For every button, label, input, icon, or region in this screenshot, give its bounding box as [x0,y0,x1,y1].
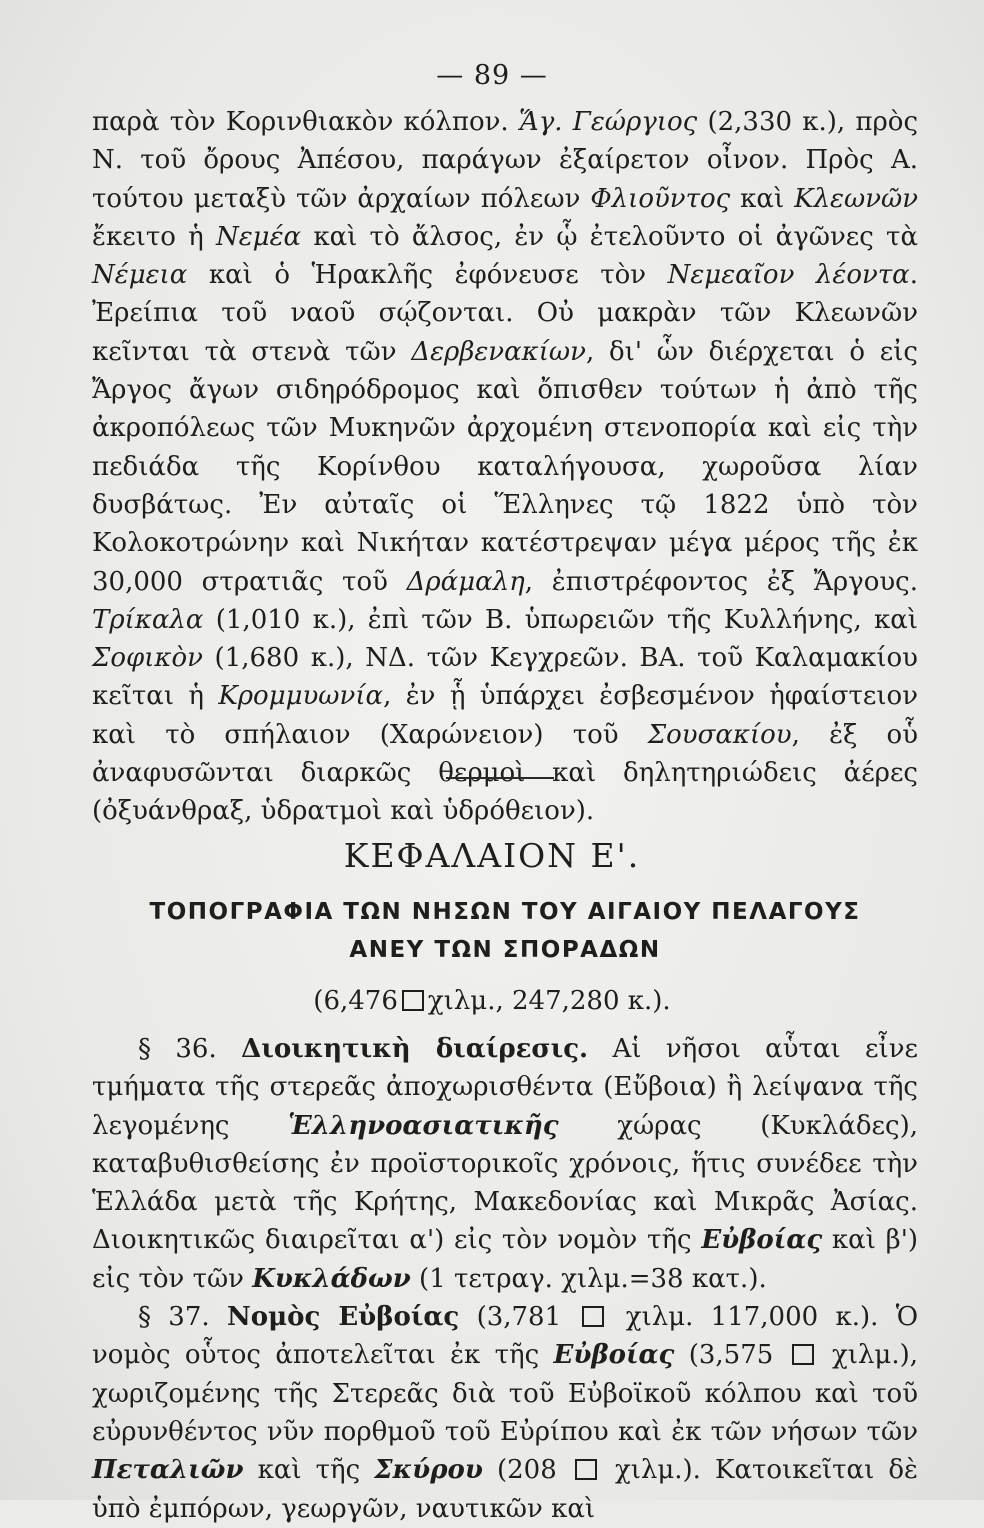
text-run: καὶ [730,183,795,214]
place-name: Νεμεαῖον λέοντα [667,260,910,291]
text-run: (1,010 κ.), ἐπὶ τῶν Β. ὑπωρειῶν τῆς Κυλλήνης, καὶ [203,604,918,635]
text-run: ἔκειτο ἡ [92,221,216,252]
paragraph-text [92,103,918,831]
text-run: (1 τετραγ. χιλμ.=38 κατ.). [410,1263,767,1294]
place-name: Σκύρου [374,1455,483,1486]
place-name: Κρομμυωνία [218,681,384,712]
place-name: Ἅγ. Γεώργιος [518,107,698,137]
chapter-heading [120,893,890,969]
section-37 [92,1298,918,1528]
place-name: Ἑλληνοασιατικῆς [288,1110,559,1141]
text-run: παρὰ τὸν Κορινθιακὸν κόλπον. [92,107,519,137]
text-run: . Ἐρείπια τοῦ ναοῦ σῴζονται. Οὐ μακρὰν τῶν Κλεωνῶν κεῖνται τὰ στενὰ τῶν [92,260,918,367]
text-run: , ἐπιστρέφοντος ἐξ Ἄργους. [524,566,918,597]
chapter-area-line [0,986,984,1016]
section-title: Διοικητικὴ διαίρεσις. [241,1034,589,1064]
place-name: Τρίκαλα [92,604,204,635]
section-divider [446,777,554,779]
section-36 [92,1030,918,1298]
section-title: Νομὸς Εὐβοίας [226,1302,460,1333]
text-run: (3,781 [459,1302,562,1333]
place-name: Εὐβοίας [701,1225,823,1256]
person-name: Δράμαλη [406,566,525,597]
sections-body [92,1030,918,1528]
square-symbol-icon [792,1344,814,1365]
square-symbol-icon [575,1459,597,1480]
text-run: χιλμ.), χωριζομένης τῆς Στερεᾶς διὰ τοῦ Εὐβοϊκοῦ κόλπου καὶ τοῦ εὐρυνθέντος νῦν πορθμοῦ τοῦ Εὐρίπου καὶ ἐκ τῶν νήσων τῶν [92,1340,918,1447]
place-name: Κλεωνῶν [794,183,919,214]
text-run: Αἱ νῆσοι αὗται εἶνε τμήματα τῆς στερεᾶς ἀποχωρισθέντα (Εὔβοια) ἢ λείψανα τῆς λεγομένης [92,1034,918,1141]
paragraph-korinthia [92,103,918,831]
place-name: Πεταλιῶν [92,1455,244,1486]
text-run: χιλμ. 117,000 κ.). Ὁ νομὸς οὗτος ἀποτελεῖται ἐκ τῆς [92,1302,919,1371]
place-name: Εὐβοίας [553,1340,675,1371]
text-run: , δι' ὧν διέρχεται ὁ εἰς Ἄργος ἄγων σιδηρόδρομος καὶ ὄπισθεν τούτων ἡ ἀπὸ τῆς ἀκροπόλεως τῶν Μυκηνῶν ἀρχομένη στενοπορία καὶ εἰς τὴν πεδιάδα τῆς Κορίνθου καταλήγουσα, χωροῦσα λίαν δυσβάτως. Ἐν αὐταῖς οἱ Ἕλληνες τῷ 1822 ὑπὸ τὸν Κολοκοτρώνην καὶ Νικήταν κατέστρεψαν μέγα μέρος τῆς ἐκ 30,000 στρατιᾶς τοῦ [92,336,918,597]
text-run: καὶ τὸ ἄλσος, ἐν ᾧ ἐτελοῦντο οἱ ἀγῶνες τὰ [301,221,919,252]
section-number: § 36. [138,1034,217,1064]
text-run: καὶ ὁ Ἡρακλῆς ἐφόνευσε τὸν [187,260,668,291]
square-symbol-icon [402,990,424,1011]
place-name: Κυκλάδων [252,1263,411,1294]
page-number: — 89 — [436,60,548,91]
area-rest: χιλμ., 247,280 κ.). [427,986,671,1016]
place-name: Δερβενακίων [411,336,586,367]
place-name: Νέμεια [92,260,188,291]
text-run: (1,680 κ.), ΝΔ. τῶν Κεγχρεῶν. ΒΑ. τοῦ Καλαμακίου κεῖται ἡ [92,643,918,712]
chapter-heading-line1: ΤΟΠΟΓΡΑΦΙΑ ΤΩΝ ΝΗΣΩΝ ΤΟΥ ΑΙΓΑΙΟΥ ΠΕΛΑΓΟΥΣ [149,899,861,925]
text-run: χώρας (Κυκλάδες), καταβυθισθείσης ἐν προϊστορικοῖς χρόνοις, ἥτις συνέδεε τὴν Ἑλλάδα μετὰ τῆς Κρήτης, Μακεδονίας καὶ Μικρᾶς Ἀσίας. Διοικητικῶς διαιρεῖται α') εἰς τὸν νομὸν τῆς [92,1110,918,1256]
chapter-heading-line2: ΑΝΕΥ ΤΩΝ ΣΠΟΡΑΔΩΝ [349,937,661,963]
text-run: , ἐν ᾗ ὑπάρχει ἐσβεσμένον ἡφαίστειον καὶ τὸ σπήλαιον (Χαρώνειον) τοῦ [92,681,918,750]
chapter-title: ΚΕΦΑΛΑΙΟΝ Ε'. [343,836,641,875]
place-name: Νεμέα [215,221,302,252]
text-run: (208 [482,1455,557,1486]
text-run: (3,575 [674,1340,774,1371]
area-value: (6,476 [313,986,398,1016]
square-symbol-icon [582,1306,604,1327]
text-run: καὶ τῆς [243,1455,375,1486]
section-number: § 37. [138,1302,210,1333]
place-name: Σοφικὸν [92,643,203,674]
text-run: , ἐξ οὗ ἀναφυσῶνται διαρκῶς θερμοὶ καὶ δηλητηριώδεις ἀέρες (ὀξυάνθραξ, ὑδρατμοὶ καὶ ὑδρόθειον). [92,719,919,827]
place-name: Σουσακίου [647,719,792,750]
text-run: καὶ β') εἰς τὸν τῶν [92,1225,918,1294]
place-name: Φλιοῦντος [590,183,731,214]
text-run: χιλμ.). Κατοικεῖται δὲ ὑπὸ ἐμπόρων, γεωργῶν, ναυτικῶν καὶ [92,1455,918,1524]
text-run: (2,330 κ.), πρὸς Ν. τοῦ ὄρους Ἀπέσου, παράγων ἐξαίρετον οἶνον. Πρὸς Α. τούτου μεταξὺ τῶν ἀρχαίων πόλεων [92,107,919,214]
